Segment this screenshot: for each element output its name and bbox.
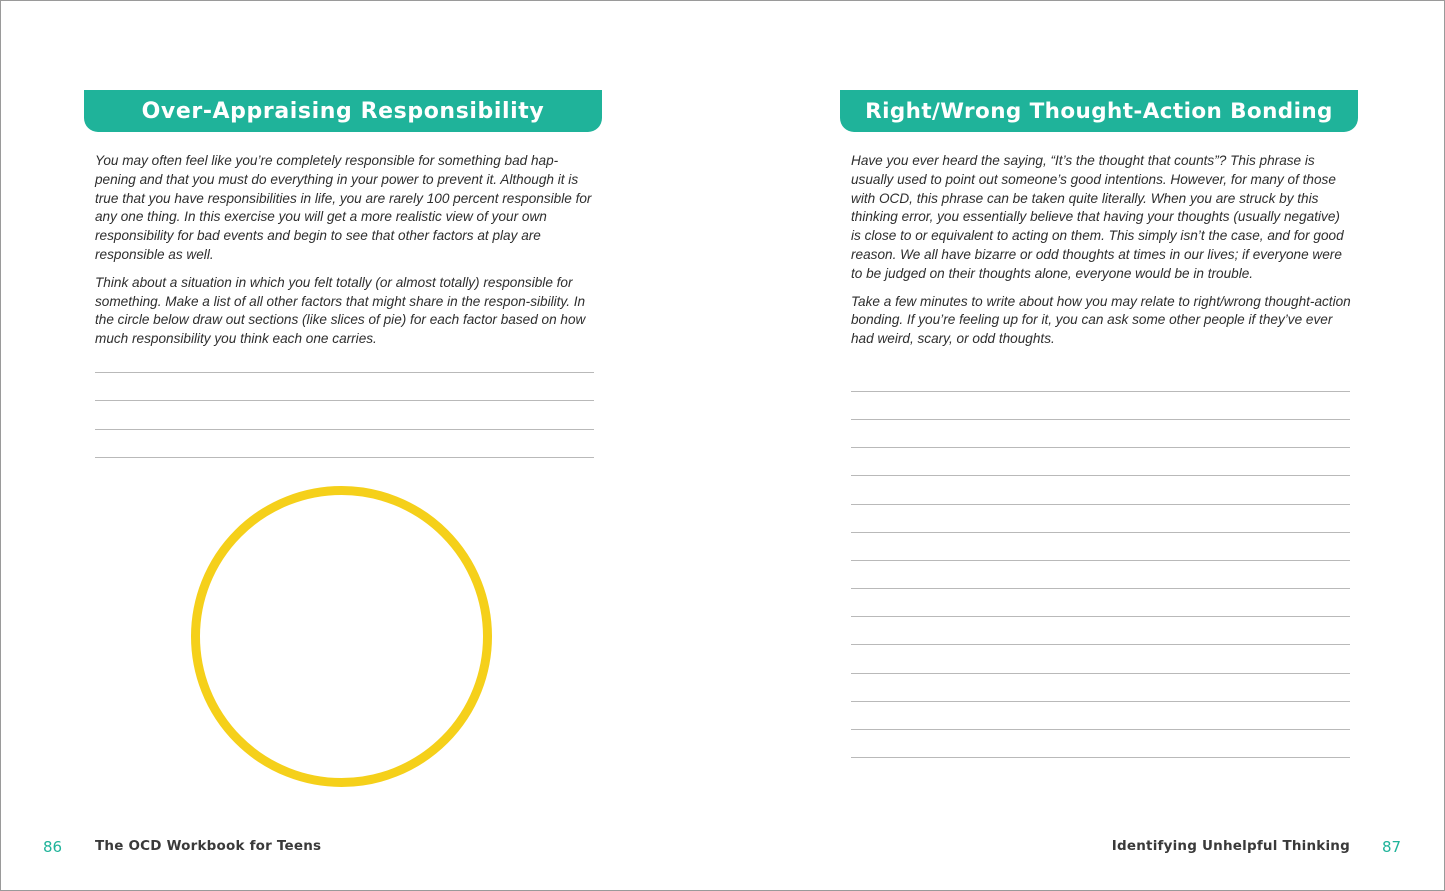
left-paragraph-1: You may often feel like you’re completely responsible for something bad hap-pening and that you must do everything in your power to prevent it. Although it is true that you have responsibilities in life, you are rarely 100 percent responsible for any one thing. In this exercise you will get a more realistic view of your own responsibility for bad events and begin to see that other factors at play are responsible as well. <box>95 153 592 262</box>
writing-line[interactable] <box>95 457 594 458</box>
writing-line[interactable] <box>851 616 1350 617</box>
left-paragraph-2: Think about a situation in which you felt totally (or almost totally) responsible for something. Make a list of all other factors that might share in the respon-sibility. In the circle below draw out sections (like slices of pie) for each factor based on how much responsibility you think each one carries. <box>95 274 586 347</box>
left-page-title: Over-Appraising Responsibility <box>141 98 545 124</box>
writing-line[interactable] <box>851 419 1350 420</box>
responsibility-pie-circle[interactable] <box>190 485 493 788</box>
right-page <box>722 0 1444 891</box>
page-number: 87 <box>1382 838 1402 856</box>
right-page-title-banner <box>840 90 1358 132</box>
left-page-title-banner <box>84 90 602 132</box>
writing-line[interactable] <box>851 729 1350 730</box>
writing-line[interactable] <box>95 372 594 373</box>
writing-line[interactable] <box>851 475 1350 476</box>
right-paragraph-2: Take a few minutes to write about how you may relate to right/wrong thought-action bonding. If you’re feeling up for it, you can ask some other people if they’ve ever had weird, scary, or odd thoughts. <box>851 293 1351 347</box>
right-page-body <box>851 152 1351 358</box>
writing-line[interactable] <box>95 429 594 430</box>
writing-line[interactable] <box>851 560 1350 561</box>
writing-line[interactable] <box>851 391 1350 392</box>
writing-line[interactable] <box>851 588 1350 589</box>
writing-line[interactable] <box>851 757 1350 758</box>
pie-circle-outline <box>190 485 493 788</box>
running-head: Identifying Unhelpful Thinking <box>1111 838 1350 854</box>
right-page-title: Right/Wrong Thought-Action Bonding <box>865 98 1333 124</box>
left-page <box>0 0 722 891</box>
writing-line[interactable] <box>851 504 1350 505</box>
writing-line[interactable] <box>851 701 1350 702</box>
left-page-body <box>95 152 595 358</box>
writing-line[interactable] <box>851 644 1350 645</box>
running-head: The OCD Workbook for Teens <box>95 838 322 854</box>
writing-line[interactable] <box>851 673 1350 674</box>
page-number: 86 <box>43 838 63 856</box>
writing-line[interactable] <box>851 447 1350 448</box>
writing-line[interactable] <box>95 400 594 401</box>
right-paragraph-1: Have you ever heard the saying, “It’s the thought that counts”? This phrase is usually used to point out someone’s good intentions. However, for many of those with OCD, this phrase can be taken quite literally. When you are struck by this thinking error, you essentially believe that having your thoughts (usually negative) is close to or equivalent to acting on them. This simply isn’t the case, and for good reason. We all have bizarre or odd thoughts at times in our lives; if everyone were to be judged on their thoughts alone, everyone would be in trouble. <box>851 153 1344 281</box>
writing-line[interactable] <box>851 532 1350 533</box>
